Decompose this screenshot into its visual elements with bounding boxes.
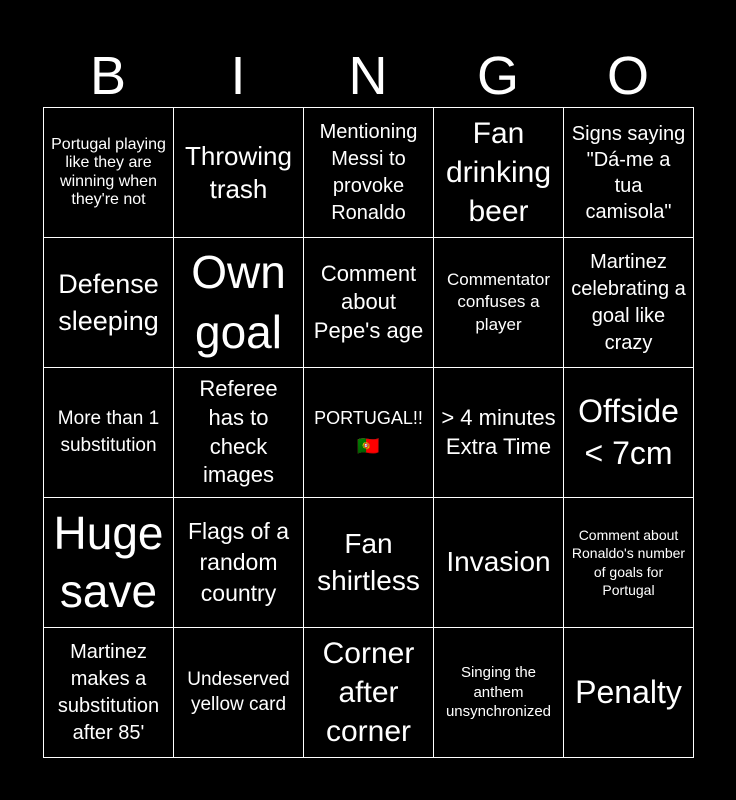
bingo-cell[interactable] [563, 107, 694, 238]
cell-label: Singing the anthem unsynchronized [445, 664, 552, 721]
bingo-cell[interactable] [433, 627, 564, 758]
bingo-cell[interactable] [563, 237, 694, 368]
bingo-header [43, 46, 693, 106]
cell-label-wrap [314, 384, 423, 482]
header-letter-g: G [476, 46, 519, 106]
header-letter-n: N [348, 46, 388, 106]
cell-label: Undeserved yellow card [187, 668, 290, 715]
header-letter-o: O [606, 46, 649, 106]
bingo-cell[interactable] [433, 367, 564, 498]
bingo-cell[interactable] [303, 497, 434, 628]
portugal-flag-icon: 🇵🇹 [357, 435, 380, 457]
bingo-cell[interactable] [303, 237, 434, 368]
cell-label: Commentator confuses a player [447, 270, 550, 334]
cell-label: Comment about Ronaldo's number of goals for Portugal [571, 527, 686, 598]
bingo-cell[interactable] [303, 627, 434, 758]
cell-label: Defense sleeping [58, 269, 159, 336]
bingo-grid [43, 107, 693, 757]
cell-label: Referee has to check images [199, 376, 278, 488]
bingo-cell[interactable] [173, 627, 304, 758]
cell-label: Portugal playing like they are winning when they're not [51, 135, 166, 208]
cell-label: Mentioning Messi to provoke Ronaldo [319, 120, 418, 224]
cell-label: Flags of a random country [188, 517, 289, 607]
bingo-cell[interactable] [303, 107, 434, 238]
cell-label: Corner after corner [322, 637, 415, 748]
bingo-cell[interactable] [173, 497, 304, 628]
cell-label: Offside < 7cm [578, 392, 679, 471]
bingo-cell[interactable] [433, 237, 564, 368]
bingo-cell[interactable] [563, 367, 694, 498]
bingo-cell[interactable] [43, 497, 174, 628]
cell-label: Huge save [53, 507, 164, 617]
cell-label: Martinez celebrating a goal like crazy [571, 250, 686, 354]
cell-label: Fan shirtless [317, 528, 420, 596]
bingo-cell[interactable] [563, 627, 694, 758]
free-space-cell[interactable] [303, 367, 434, 498]
bingo-cell[interactable] [43, 237, 174, 368]
free-space-label: PORTUGAL!! [314, 408, 423, 429]
bingo-cell[interactable] [433, 497, 564, 628]
bingo-cell[interactable] [173, 367, 304, 498]
cell-label: Signs saying "Dá-me a tua camisola" [571, 122, 686, 223]
cell-label: Own goal [191, 245, 286, 358]
cell-label: Fan drinking beer [445, 117, 552, 228]
cell-label: Invasion [446, 546, 551, 578]
cell-label: Penalty [575, 673, 682, 710]
bingo-cell[interactable] [173, 237, 304, 368]
bingo-cell[interactable] [563, 497, 694, 628]
header-letter-i: I [230, 46, 246, 106]
cell-label: Comment about Pepe's age [313, 260, 424, 343]
bingo-cell[interactable] [43, 367, 174, 498]
cell-label: More than 1 substitution [57, 407, 160, 456]
bingo-cell[interactable] [43, 627, 174, 758]
bingo-cell[interactable] [433, 107, 564, 238]
bingo-cell[interactable] [43, 107, 174, 238]
cell-label: Martinez makes a substitution after 85' [57, 640, 160, 744]
header-letter-b: B [89, 46, 127, 106]
cell-label: Throwing trash [185, 141, 292, 204]
cell-label: > 4 minutes Extra Time [441, 404, 556, 459]
bingo-cell[interactable] [173, 107, 304, 238]
